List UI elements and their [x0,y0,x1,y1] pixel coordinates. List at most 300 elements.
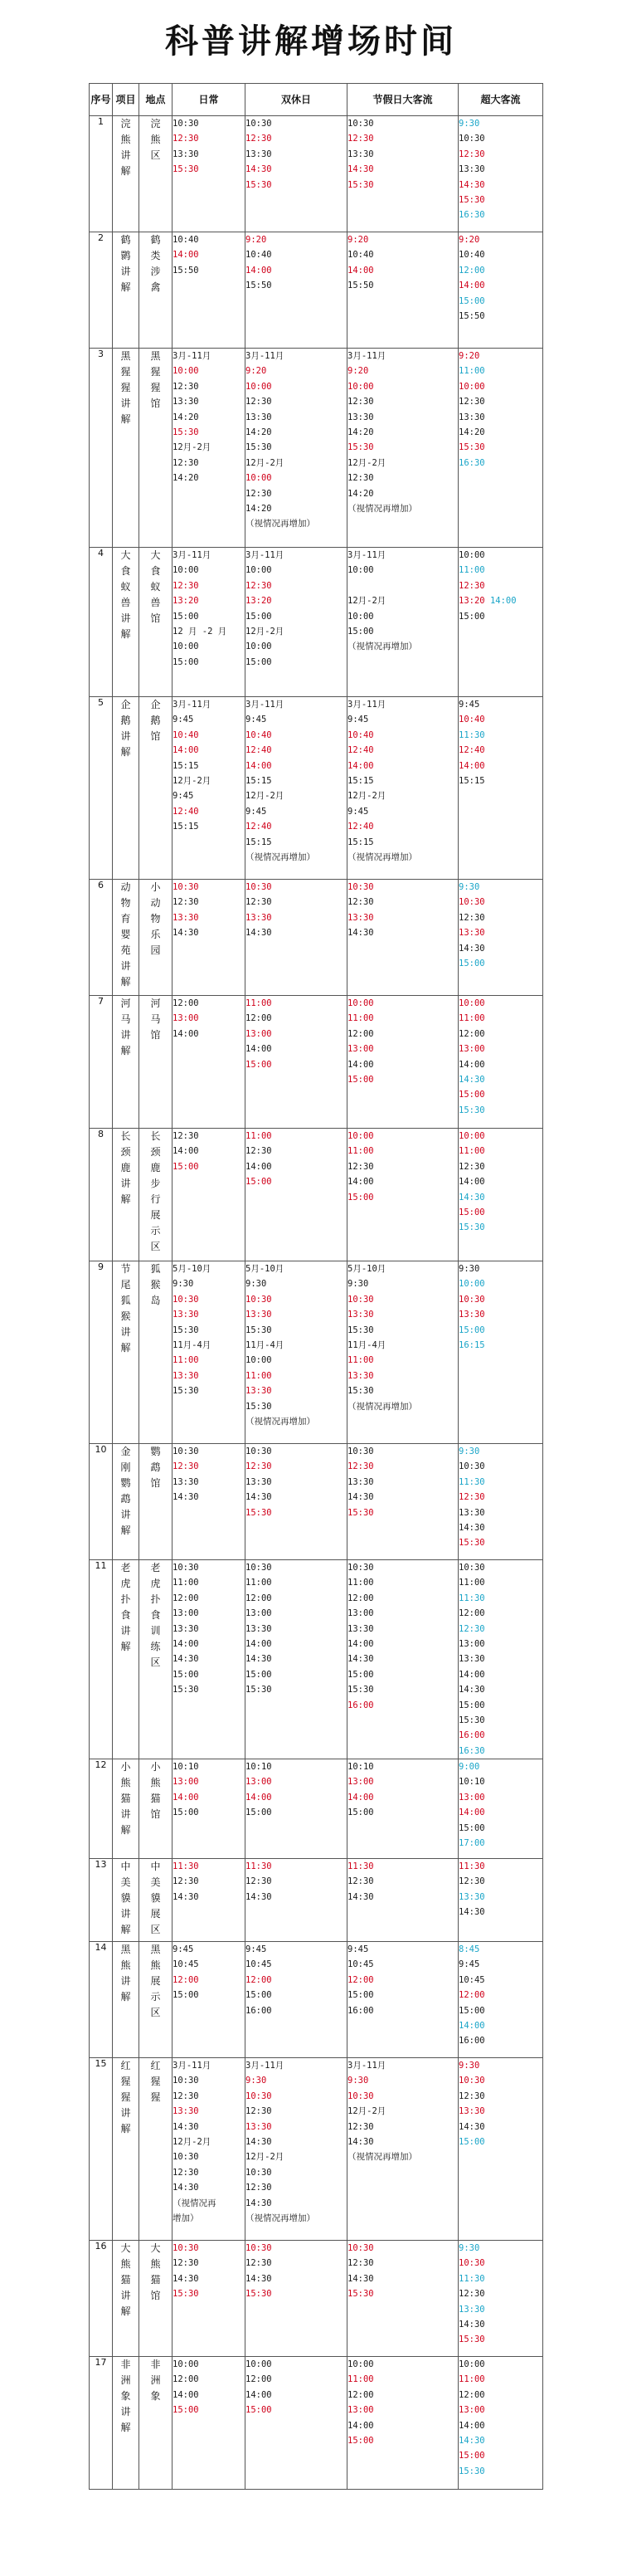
time-entry: 13:30 [245,1310,272,1320]
time-entry: 12:30 [173,381,199,392]
time-entry: 13:00 [347,1044,374,1055]
project-name [113,1942,139,2058]
time-entry: 12:30 [347,1161,374,1172]
table-row [90,349,543,548]
table-row [90,1444,543,1560]
time-entry: 13:30 [245,912,272,923]
time-entry: （视情况再增加） [245,851,315,862]
time-entry: 14:30 [459,2436,485,2447]
time-entry: 13:30 [173,912,199,923]
project-name [113,232,139,349]
times-d3 [347,1859,459,1942]
time-entry: 13:30 [173,1370,199,1381]
project-label: 河马讲解 [120,998,131,1056]
times-d4 [459,1129,543,1261]
project-name [113,116,139,232]
time-entry: 12:00 [459,2389,485,2400]
time-entry: 11:00 [245,1370,272,1381]
time-entry: 12:30 [347,397,374,407]
time-entry: 15:30 [173,2289,199,2300]
location-label: 鹦鹉馆 [150,1446,161,1489]
time-entry: 15:30 [245,1325,272,1335]
times-d2 [245,1560,347,1759]
times-d3 [347,996,459,1129]
header-weekend: 双休日 [245,84,347,116]
time-entry: 10:30 [173,1294,199,1305]
project-name [113,548,139,697]
time-entry: 14:30 [173,928,199,939]
time-entry: 15:00 [347,1990,374,2001]
times-d3 [347,2058,459,2241]
time-entry: 15:00 [459,1822,485,1833]
time-entry: 14:20 [459,427,485,437]
time-entry: 13:30 [459,2304,485,2315]
time-entry: 9:30 [245,2076,267,2086]
time-entry: 11:00 [245,1131,272,1141]
time-entry: （视情况再增加） [245,1416,315,1427]
time-entry: 3月-11月 [245,2061,284,2071]
times-d1 [173,697,245,880]
time-entry: 13:00 [245,1608,272,1619]
time-entry: 15:00 [245,1669,272,1680]
time-entry: 3月-11月 [173,550,211,560]
time-entry: 15:30 [459,1222,485,1233]
time-entry: 14:00 [245,1638,272,1649]
time-entry: 15:15 [347,837,374,847]
time-entry: 10:30 [245,2167,272,2178]
time-entry: 12:30 [347,897,374,908]
time-entry: 10:00 [245,381,272,392]
time-entry: 14:30 [347,164,374,175]
time-entry: 12:40 [245,745,272,756]
time-entry: 15:00 [459,2137,485,2148]
time-entry: 14:20 [173,412,199,422]
header-no: 序号 [90,84,113,116]
time-entry: 10:00 [459,1131,485,1141]
project-label: 企鹅讲解 [120,699,131,758]
time-entry: 15:15 [245,775,272,786]
time-entry: 14:00 [173,745,199,756]
project-name [113,2357,139,2490]
times-d4 [459,996,543,1129]
time-entry: 9:30 [347,1279,369,1290]
table-row [90,880,543,996]
times-d1 [173,232,245,349]
project-label: 动物育婴苑讲解 [120,881,131,988]
time-entry: 15:30 [347,2289,374,2300]
time-entry: 10:40 [347,729,374,740]
time-entry: 10:30 [245,1447,272,1456]
time-entry: 12:30 [245,1876,272,1887]
time-entry: 13:30 [459,1507,485,1518]
time-entry: 13:30 [347,1310,374,1320]
location-label: 狐猴岛 [150,1263,161,1306]
location-name [139,880,173,996]
time-entry: 10:30 [173,1447,199,1456]
time-entry: 10:30 [173,119,199,129]
time-entry: 9:45 [347,1944,369,1955]
location-name [139,2058,173,2241]
time-entry: 14:00 [245,1044,272,1055]
time-entry: （视情况再增加） [347,851,417,862]
times-d1 [173,1129,245,1261]
location-name [139,1560,173,1759]
time-entry: 14:30 [459,1074,485,1085]
time-entry [347,578,458,593]
time-entry: 15:00 [459,611,485,622]
time-entry: 10:30 [347,119,374,129]
time-entry: 10:00 [173,565,199,576]
time-entry: 15:50 [459,310,485,321]
table-row [90,1942,543,2058]
time-entry: 14:30 [459,1522,485,1533]
times-d1 [173,996,245,1129]
times-d3 [347,2357,459,2490]
page-title: 科普讲解增场时间 [165,22,457,61]
times-d2 [245,2058,347,2241]
time-entry: 12:30 [173,1131,199,1141]
project-name [113,1129,139,1261]
time-entry: 11:00 [245,998,272,1008]
time-entry: 10:30 [459,1563,485,1573]
time-entry: 14:30 [245,1654,272,1665]
time-entry: 15:30 [173,1325,199,1335]
time-entry: 11:00 [347,1578,374,1588]
time-entry [459,593,542,608]
location-label: 大食蚁兽馆 [150,549,161,624]
time-entry: 12:00 [173,998,199,1008]
row-number: 10 [90,1444,113,1560]
table-row [90,1759,543,1859]
time-entry: 3月-11月 [347,700,386,710]
times-d1 [173,116,245,232]
time-entry: 15:00 [173,1808,199,1818]
time-entry: 12月-2月 [173,775,211,786]
time-entry: 3月-11月 [173,700,211,710]
project-label: 红猩猩讲解 [120,2060,131,2135]
time-entry: 12:40 [347,822,374,832]
times-d4 [459,1759,543,1859]
project-label: 金刚鹦鹉讲解 [120,1446,131,1536]
time-entry: 15:00 [173,1669,199,1680]
project-label: 小熊猫讲解 [120,1761,131,1837]
time-entry: 15:00 [459,958,485,968]
time-entry: 11:00 [347,1146,374,1157]
time-entry: 13:20 [245,596,272,607]
time-entry: 14:30 [459,2320,485,2330]
time-entry: 9:45 [173,1944,194,1955]
time-entry: 12:30 [245,134,272,144]
time-entry: 9:30 [459,119,480,129]
time-entry: 11:00 [459,565,485,576]
times-d3 [347,2241,459,2357]
time-entry: 10:30 [245,2243,272,2254]
time-entry: 12:30 [245,897,272,908]
time-entry: 10:45 [459,1974,485,1985]
times-d4 [459,349,543,548]
row-number: 8 [90,1129,113,1261]
project-label: 老虎扑食讲解 [120,1562,131,1652]
location-name [139,1129,173,1261]
time-entry: 11:00 [459,2374,485,2385]
time-entry: 14:00 [347,1059,374,1070]
times-d2 [245,1261,347,1444]
time-entry: 10:10 [245,1762,272,1773]
time-entry: 13:00 [459,1792,485,1803]
time-entry: 15:00 [347,1669,374,1680]
time-entry: 10:00 [173,366,199,377]
time-entry: 10:10 [459,1777,485,1788]
time-entry: 12月-2月 [245,626,284,637]
times-d1 [173,1859,245,1942]
time-entry: 9:30 [245,1279,267,1290]
time-entry: 11月-4月 [173,1339,211,1350]
time-entry: 10:30 [245,2091,272,2101]
time-entry: 11:30 [459,729,485,740]
time-entry: 13:00 [245,1028,272,1039]
table-row [90,2241,543,2357]
time-entry: 增加） [173,2213,199,2223]
time-entry: 15:30 [347,179,374,190]
time-entry: 15:00 [173,1161,199,1172]
time-entry: 14:30 [347,1654,374,1665]
time-entry: 12:30 [245,2258,272,2269]
time-entry: 12:40 [245,822,272,832]
time-entry: 12:40 [347,745,374,756]
time-entry: 15:30 [347,1325,374,1335]
location-name [139,548,173,697]
time-entry: 11:00 [347,1355,374,1366]
location-label: 企鹅馆 [150,699,161,742]
times-d2 [245,1859,347,1942]
time-entry: 12:30 [173,2091,199,2101]
location-name [139,2357,173,2490]
time-entry: 10:30 [459,2258,485,2269]
time-entry: 10:00 [245,642,272,652]
time-entry: 13:30 [347,412,374,422]
time-entry: 10:40 [347,250,374,261]
time-entry: 12:30 [245,2183,272,2193]
time-entry: 14:00 [245,760,272,771]
time-entry: 15:50 [347,281,374,291]
time-entry: 13:30 [459,928,485,939]
time-entry: 10:00 [245,2359,272,2370]
time-entry: 9:45 [173,715,194,725]
time-entry: 13:30 [459,1891,485,1902]
time-entry: 9:30 [347,2076,369,2086]
time-entry: 11:30 [459,2273,485,2284]
row-number: 13 [90,1859,113,1942]
time-entry: 10:40 [459,250,485,261]
time-entry: 11:00 [459,1578,485,1588]
time-entry: 15:15 [245,837,272,847]
times-d3 [347,1942,459,2058]
location-name [139,232,173,349]
time-entry: 15:00 [459,2005,485,2016]
time-entry: 9:45 [245,806,267,817]
time-entry: （视情况再增加） [347,503,417,514]
table-row [90,996,543,1129]
times-d4 [459,548,543,697]
project-label: 节尾狐猴讲解 [120,1263,131,1354]
time-entry: 3月-11月 [347,351,386,361]
time-entry: 15:00 [173,1990,199,2001]
time-entry: 11:30 [245,1861,272,1872]
time-entry: 12:30 [347,1461,374,1472]
time-entry: 13:30 [347,149,374,159]
time-entry: 13:00 [459,1044,485,1055]
time-entry: 13:30 [173,1476,199,1487]
time-entry: 15:15 [459,775,485,786]
time-entry: 14:30 [347,1492,374,1503]
time-entry: 5月-10月 [245,1264,284,1274]
time-entry: 15:00 [173,2405,199,2416]
time-entry: 14:20 [245,427,272,437]
time-entry: 10:45 [347,1959,374,1970]
project-label: 中美貘讲解 [120,1861,131,1936]
time-entry: 13:30 [245,1386,272,1397]
time-entry: 15:00 [347,1074,374,1085]
time-entry: 13:30 [459,1654,485,1665]
time-entry: 15:30 [245,179,272,190]
times-d4 [459,232,543,349]
times-d4 [459,697,543,880]
time-entry: 12:30 [459,912,485,923]
time-entry: 3月-11月 [173,351,211,361]
time-entry: 10:30 [173,1563,199,1573]
time-entry: 15:30 [245,1401,272,1412]
time-entry: 9:45 [173,791,194,802]
time-entry: 12:30 [459,149,485,159]
time-entry: 3月-11月 [347,2061,386,2071]
location-name [139,1759,173,1859]
time-entry: 12:00 [459,1608,485,1619]
project-label: 黑猩猩讲解 [120,350,131,425]
time-entry: 13:00 [347,1608,374,1619]
time-entry: 5月-10月 [347,1264,386,1274]
time-entry: 12:30 [347,473,374,484]
time-entry: 13:30 [459,1310,485,1320]
times-d4 [459,1261,543,1444]
time-entry: 14:00 [173,1028,199,1039]
times-d2 [245,1759,347,1859]
time-entry: 10:30 [459,134,485,144]
times-d3 [347,1444,459,1560]
time-entry: 14:20 [173,473,199,484]
time-entry: 12:30 [459,580,485,591]
project-name [113,1444,139,1560]
time-entry: 9:45 [347,806,369,817]
time-entry: 10:30 [347,2243,374,2254]
time-entry: 9:30 [173,1279,194,1290]
time-entry: 16:00 [459,2036,485,2047]
time-entry: 15:30 [459,194,485,205]
time-entry: 13:30 [347,1623,374,1634]
time-entry: 15:30 [459,1105,485,1115]
time-entry: 15:30 [173,1386,199,1397]
times-d1 [173,2357,245,2490]
row-number: 16 [90,2241,113,2357]
time-entry: 15:00 [347,1192,374,1203]
time-entry: 15:30 [173,427,199,437]
row-number: 12 [90,1759,113,1859]
time-entry: 13:30 [173,397,199,407]
time-entry: 14:00 [347,1638,374,1649]
time-entry: 12:30 [173,457,199,468]
times-d4 [459,1859,543,1942]
time-entry: 13:30 [347,1476,374,1487]
time-entry: 14:30 [173,1891,199,1902]
time-entry: 14:30 [347,1891,374,1902]
time-entry: 11:00 [459,1146,485,1157]
times-d2 [245,232,347,349]
time-entry: 12:30 [173,897,199,908]
time-entry: 10:00 [459,998,485,1008]
time-entry: 12:00 [347,1974,374,1985]
project-label: 鹤鹮讲解 [120,234,131,293]
time-entry: 10:30 [173,2076,199,2086]
time-entry: 14:00 [347,1177,374,1188]
time-entry: 12:30 [173,2258,199,2269]
table-row [90,116,543,232]
time-entry: 13:00 [245,1777,272,1788]
times-d4 [459,1444,543,1560]
time-entry: 13:00 [347,1777,374,1788]
time-entry: 12:30 [459,397,485,407]
time-entry: 14:00 [245,1161,272,1172]
time-entry: 15:00 [347,1808,374,1818]
time-entry: 10:40 [459,715,485,725]
project-name [113,697,139,880]
time-entry: 10:30 [173,2152,199,2163]
times-d3 [347,1261,459,1444]
time-entry: 15:30 [173,164,199,175]
location-name [139,996,173,1129]
time-entry: 8:45 [459,1944,480,1955]
time-entry: 10:00 [347,611,374,622]
time-entry: 11:00 [347,1013,374,1024]
time-entry: （视情况再增加） [347,642,417,652]
time-entry: 10:40 [173,235,199,245]
time-entry: 9:30 [459,882,480,892]
header-location: 地点 [139,84,173,116]
time-entry: 14:30 [245,1891,272,1902]
time-entry: 14:00 [347,2420,374,2431]
time-entry: 14:30 [245,2273,272,2284]
time-entry: 13:30 [245,2121,272,2132]
time-entry: 10:30 [347,1294,374,1305]
time-entry: 14:00 [347,760,374,771]
time-entry: 10:00 [245,1355,272,1366]
time-entry: 15:30 [459,1715,485,1725]
project-label: 浣熊讲解 [120,118,131,177]
location-name [139,1261,173,1444]
time-entry: 14:00 [173,2389,199,2400]
time-entry: 12月-2月 [245,791,284,802]
time-entry: 15:00 [459,1325,485,1335]
time-entry: 12:00 [173,1593,199,1603]
time-entry: 3月-11月 [347,550,386,560]
time-entry: 15:00 [245,1177,272,1188]
time-entry: 9:45 [245,1944,267,1955]
time-entry: 9:45 [459,1959,480,1970]
time-entry: 15:00 [245,1808,272,1818]
times-d3 [347,349,459,548]
time-entry: 9:30 [459,2243,480,2254]
time-entry: 12:30 [245,397,272,407]
time-entry: 14:30 [173,2183,199,2193]
row-number: 2 [90,232,113,349]
